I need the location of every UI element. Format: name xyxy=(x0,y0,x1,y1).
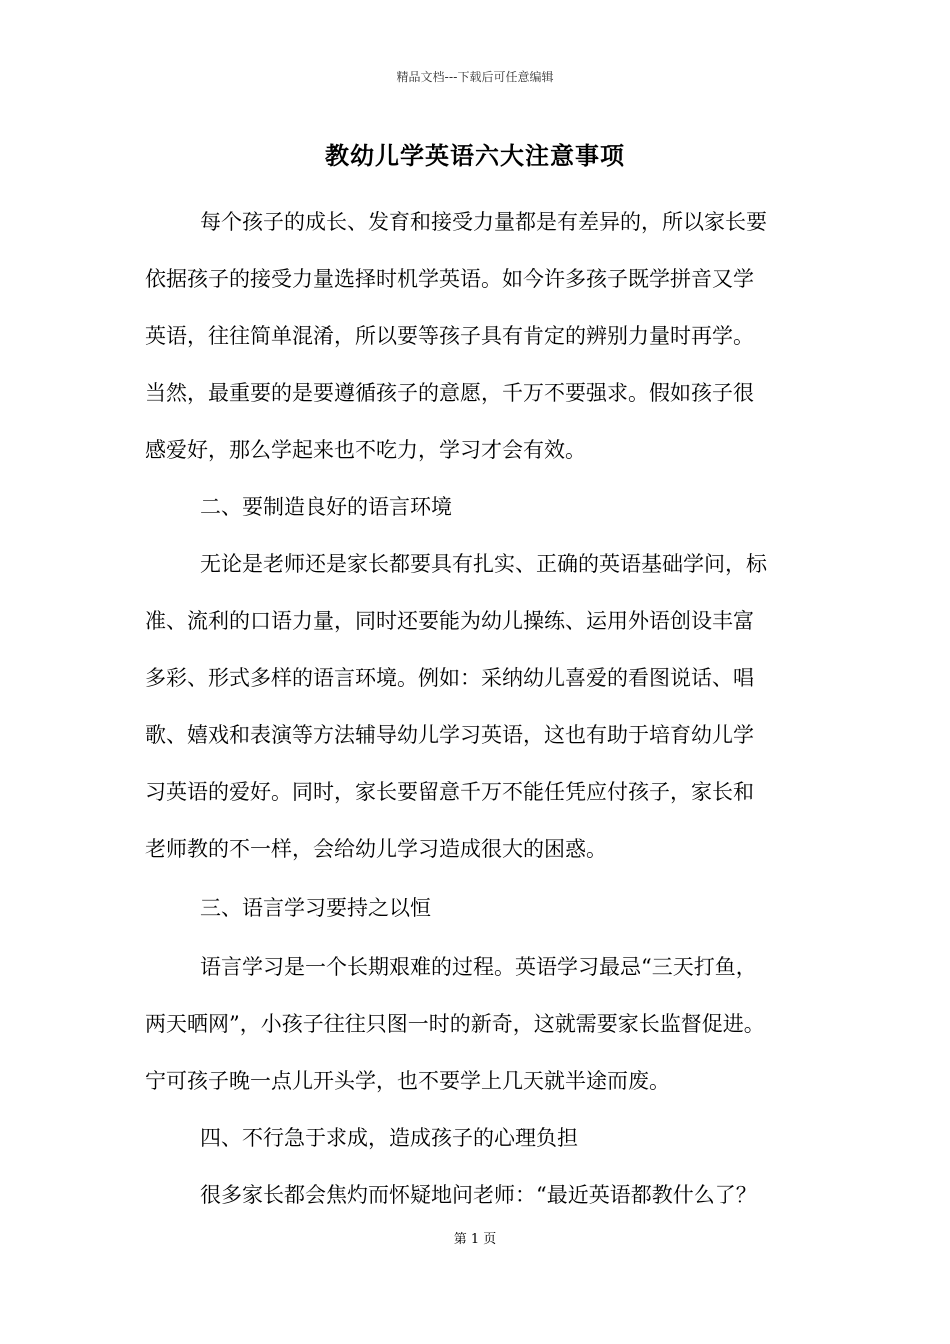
paragraph-line: 很多家长都会焦灼而怀疑地问老师：“最近英语都教什么了？ xyxy=(200,1183,757,1207)
paragraph-line: 每个孩子的成长、发育和接受力量都是有差异的，所以家长要 xyxy=(200,210,767,234)
paragraph-line: 语言学习是一个长期艰难的过程。英语学习最忌“三天打鱼， xyxy=(200,955,757,979)
paragraph-line: 当然，最重要的是要遵循孩子的意愿，千万不要强求。假如孩子很 xyxy=(145,381,754,405)
paragraph-line: 两天晒网”，小孩子往往只图一时的新奇，这就需要家长监督促进。 xyxy=(145,1012,765,1036)
paragraph-line: 准、流利的口语力量，同时还要能为幼儿操练、运用外语创设丰富 xyxy=(145,609,754,633)
paragraph-line: 宁可孩子晚一点儿开头学，也不要学上几天就半途而废。 xyxy=(145,1069,670,1093)
document-title: 教幼儿学英语六大注意事项 xyxy=(325,141,625,170)
paragraph-line: 感爱好，那么学起来也不吃力，学习才会有效。 xyxy=(145,438,586,462)
paragraph-line: 依据孩子的接受力量选择时机学英语。如今许多孩子既学拼音又学 xyxy=(145,267,754,291)
paragraph-line: 多彩、形式多样的语言环境。例如：采纳幼儿喜爱的看图说话、唱 xyxy=(145,666,754,690)
section-heading: 二、要制造良好的语言环境 xyxy=(200,495,452,519)
section-heading: 四、不行急于求成，造成孩子的心理负担 xyxy=(200,1126,578,1150)
paragraph-line: 歌、嬉戏和表演等方法辅导幼儿学习英语，这也有助于培育幼儿学 xyxy=(145,723,754,747)
page-number: 第 1 页 xyxy=(453,1232,497,1247)
paragraph-line: 习英语的爱好。同时，家长要留意千万不能任凭应付孩子，家长和 xyxy=(145,780,754,804)
paragraph-line: 老师教的不一样，会给幼儿学习造成很大的困惑。 xyxy=(145,837,607,861)
page-header: 精品文档---下载后可任意编辑 xyxy=(396,70,554,84)
paragraph-line: 无论是老师还是家长都要具有扎实、正确的英语基础学问，标 xyxy=(200,552,767,576)
section-heading: 三、语言学习要持之以恒 xyxy=(200,896,431,920)
paragraph-line: 英语，往往简单混淆，所以要等孩子具有肯定的辨别力量时再学。 xyxy=(145,324,754,348)
